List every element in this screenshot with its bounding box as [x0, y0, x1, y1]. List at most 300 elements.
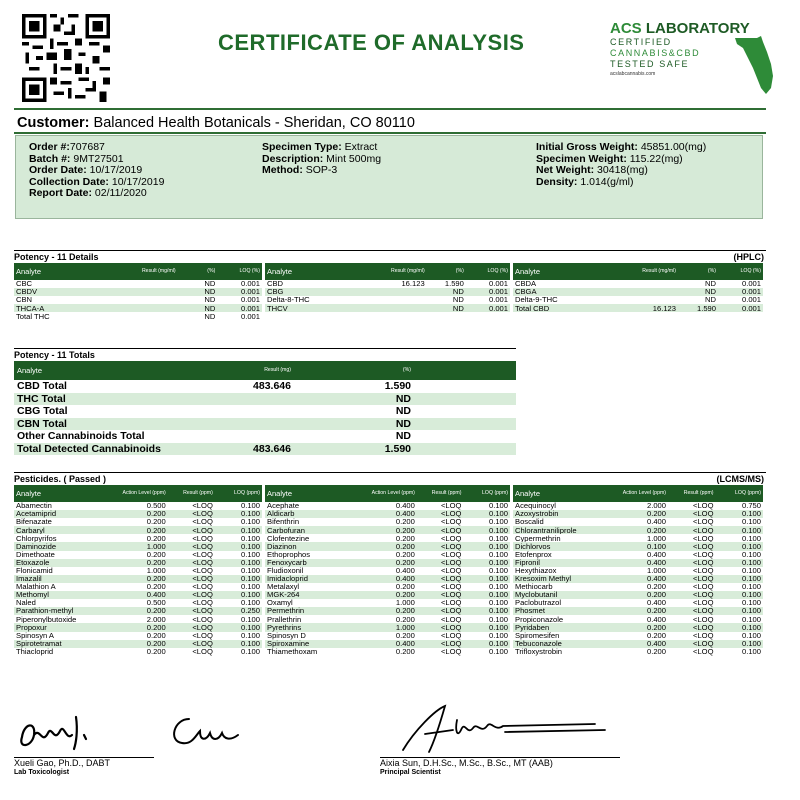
- percent-value: ND: [427, 304, 466, 312]
- specimen-info-col: [262, 142, 381, 177]
- analyte-name: Etofenprox: [513, 551, 613, 559]
- potency-details-col-pct: (%): [178, 263, 218, 280]
- table-row: [265, 280, 510, 288]
- table-row: [265, 510, 510, 518]
- table-row: [513, 591, 763, 599]
- loq-value: 0.100: [215, 551, 262, 559]
- result-value: <LOQ: [168, 575, 215, 583]
- analyte-name: Hexythiazox: [513, 567, 613, 575]
- potency-details-col-pct: (%): [678, 263, 718, 280]
- pesticides-table-3: [513, 485, 763, 656]
- table-row: [14, 510, 262, 518]
- pesticides-col-analyte: Analyte: [14, 485, 113, 502]
- result-value: 16.123: [358, 280, 427, 288]
- net-weight-label: Net Weight:: [536, 164, 595, 177]
- result-value: [108, 288, 177, 296]
- description-label: Description:: [262, 152, 324, 165]
- loq-value: 0.100: [215, 559, 262, 567]
- logo-laboratory-text: LABORATORY: [641, 20, 750, 37]
- loq-value: 0.100: [463, 559, 510, 567]
- table-row: [265, 615, 510, 623]
- action-level-value: 1.000: [113, 542, 168, 550]
- analyte-name: Permethrin: [265, 607, 363, 615]
- percent-value: ND: [427, 288, 466, 296]
- analyte-name: CBN: [14, 296, 108, 304]
- percent-value: 1.590: [294, 443, 414, 456]
- result-value: <LOQ: [168, 559, 215, 567]
- analyte-name: Total THC: [14, 312, 108, 320]
- analyte-name: Prallethrin: [265, 615, 363, 623]
- percent-value: ND: [678, 296, 718, 304]
- potency-details-col-loq: LOQ (%): [466, 263, 510, 280]
- analyte-name: Cypermethrin: [513, 534, 613, 542]
- action-level-value: 0.200: [113, 510, 168, 518]
- result-value: [358, 296, 427, 304]
- loq-value: 0.001: [466, 280, 510, 288]
- pesticides-table-1: [14, 485, 262, 656]
- result-value: <LOQ: [668, 518, 716, 526]
- table-row: [513, 648, 763, 656]
- table-row: [513, 296, 763, 304]
- analyte-name: Fludioxonil: [265, 567, 363, 575]
- loq-value: 0.100: [716, 615, 764, 623]
- table-row: [265, 623, 510, 631]
- table-row: [513, 542, 763, 550]
- report-date-label: Report Date:: [29, 187, 93, 200]
- loq-value: 0.100: [716, 583, 764, 591]
- result-value: <LOQ: [417, 518, 464, 526]
- action-level-value: 0.200: [113, 559, 168, 567]
- loq-value: 0.100: [215, 518, 262, 526]
- table-row: [14, 443, 516, 456]
- logo-acs-text: ACS: [610, 20, 642, 37]
- table-row: [14, 502, 262, 510]
- result-value: <LOQ: [668, 510, 716, 518]
- totals-col-analyte: Analyte: [14, 361, 204, 380]
- loq-value: 0.100: [463, 534, 510, 542]
- result-value: <LOQ: [417, 648, 464, 656]
- table-row: [14, 551, 262, 559]
- analyte-name: Delta-8-THC: [265, 296, 358, 304]
- analyte-name: Etoxazole: [14, 559, 113, 567]
- action-level-value: 0.200: [113, 534, 168, 542]
- potency-details-table-2: [265, 263, 510, 312]
- table-row: [265, 648, 510, 656]
- analyte-name: Spiroxamine: [265, 640, 363, 648]
- result-value: 483.646: [204, 380, 294, 393]
- totals-col-spacer: [414, 361, 516, 380]
- table-row: [513, 607, 763, 615]
- pesticides-col-analyte: Analyte: [513, 485, 613, 502]
- result-value: <LOQ: [668, 640, 716, 648]
- specimen-weight-value: 115.22(mg): [626, 152, 683, 165]
- loq-value: 0.100: [463, 502, 510, 510]
- analyte-name: Flonicamid: [14, 567, 113, 575]
- report-date-value: 02/11/2020: [92, 187, 147, 200]
- analyte-name: Propoxur: [14, 623, 113, 631]
- table-row: [513, 510, 763, 518]
- action-level-value: 0.200: [363, 559, 417, 567]
- action-level-value: 0.400: [613, 518, 668, 526]
- loq-value: 0.100: [716, 567, 764, 575]
- method-value: SOP-3: [302, 164, 338, 177]
- initial-gross-weight-value: 45851.00(mg): [637, 141, 707, 153]
- table-row: [14, 542, 262, 550]
- result-value: <LOQ: [417, 559, 464, 567]
- totals-col-pct: (%): [294, 361, 414, 380]
- loq-value: 0.100: [716, 575, 764, 583]
- result-value: <LOQ: [168, 518, 215, 526]
- action-level-value: 0.500: [113, 599, 168, 607]
- analyte-name: CBN Total: [14, 418, 204, 431]
- action-level-value: 1.000: [113, 567, 168, 575]
- result-value: <LOQ: [168, 599, 215, 607]
- table-row: [14, 632, 262, 640]
- action-level-value: 0.200: [113, 583, 168, 591]
- loq-value: 0.100: [463, 518, 510, 526]
- result-value: <LOQ: [417, 607, 464, 615]
- table-row: [513, 304, 763, 312]
- loq-value: 0.100: [463, 526, 510, 534]
- analyte-name: CBG: [265, 288, 358, 296]
- potency-details-method: (HPLC): [733, 252, 764, 262]
- result-value: <LOQ: [417, 632, 464, 640]
- result-value: <LOQ: [668, 599, 716, 607]
- action-level-value: 0.200: [363, 615, 417, 623]
- result-value: 483.646: [204, 443, 294, 456]
- pesticides-title: Pesticides. ( Passed ): [14, 474, 107, 484]
- potency-totals-header: [14, 348, 516, 361]
- potency-details-table-1: [14, 263, 262, 320]
- result-value: <LOQ: [668, 551, 716, 559]
- loq-value: 0.100: [716, 510, 764, 518]
- analyte-name: THC Total: [14, 393, 204, 406]
- analyte-name: Spiromesifen: [513, 632, 613, 640]
- action-level-value: 0.200: [113, 551, 168, 559]
- table-row: [513, 583, 763, 591]
- loq-value: 0.001: [217, 280, 262, 288]
- pesticides-col-result: Result (ppm): [168, 485, 215, 502]
- table-row: [14, 567, 262, 575]
- pesticides-method: (LCMS/MS): [716, 474, 764, 484]
- loq-value: 0.100: [716, 551, 764, 559]
- result-value: <LOQ: [417, 575, 464, 583]
- potency-details-header: [14, 250, 766, 263]
- loq-value: 0.100: [215, 534, 262, 542]
- table-row: [14, 312, 262, 320]
- result-value: <LOQ: [417, 599, 464, 607]
- loq-value: 0.001: [217, 296, 262, 304]
- action-level-value: 2.000: [613, 502, 668, 510]
- signer-left-role: Lab Toxicologist: [14, 769, 70, 776]
- table-row: [265, 591, 510, 599]
- logo-certified-text: CERTIFIED: [610, 37, 672, 47]
- action-level-value: 0.400: [613, 559, 668, 567]
- analyte-name: Bifenthrin: [265, 518, 363, 526]
- action-level-value: 0.400: [613, 615, 668, 623]
- result-value: [108, 304, 177, 312]
- loq-value: 0.100: [463, 542, 510, 550]
- analyte-name: Delta-9-THC: [513, 296, 608, 304]
- order-info-col: [29, 142, 164, 200]
- analyte-name: Parathion-methyl: [14, 607, 113, 615]
- percent-value: ND: [178, 296, 218, 304]
- loq-value: 0.001: [217, 312, 262, 320]
- action-level-value: 1.000: [613, 534, 668, 542]
- loq-value: 0.100: [716, 526, 764, 534]
- row-spacer: [414, 418, 516, 431]
- table-row: [14, 615, 262, 623]
- action-level-value: 0.200: [363, 534, 417, 542]
- density-label: Density:: [536, 175, 578, 188]
- loq-value: 0.100: [215, 640, 262, 648]
- action-level-value: 0.200: [113, 607, 168, 615]
- result-value: <LOQ: [417, 567, 464, 575]
- analyte-name: Acequinocyl: [513, 502, 613, 510]
- action-level-value: 0.200: [113, 575, 168, 583]
- loq-value: 0.100: [215, 542, 262, 550]
- loq-value: 0.100: [215, 575, 262, 583]
- analyte-name: Naled: [14, 599, 113, 607]
- customer-divider: [14, 132, 766, 134]
- pesticides-header: [14, 472, 766, 485]
- table-row: [265, 607, 510, 615]
- analyte-name: Methiocarb: [513, 583, 613, 591]
- percent-value: ND: [178, 304, 218, 312]
- percent-value: 1.590: [427, 280, 466, 288]
- collection-date-label: Collection Date:: [29, 175, 109, 188]
- action-level-value: 0.200: [113, 648, 168, 656]
- florida-map-icon: [733, 32, 775, 96]
- percent-value: ND: [678, 288, 718, 296]
- description-value: Mint 500mg: [323, 152, 382, 165]
- percent-value: ND: [178, 280, 218, 288]
- page-title: CERTIFICATE OF ANALYSIS: [218, 30, 525, 55]
- percent-value: ND: [294, 393, 414, 406]
- table-row: [513, 640, 763, 648]
- pesticides-table-2: [265, 485, 510, 656]
- loq-value: 0.001: [466, 304, 510, 312]
- row-spacer: [414, 405, 516, 418]
- table-row: [14, 640, 262, 648]
- action-level-value: 0.200: [363, 591, 417, 599]
- result-value: [108, 296, 177, 304]
- table-row: [513, 518, 763, 526]
- analyte-name: Total CBD: [513, 304, 608, 312]
- table-row: [14, 304, 262, 312]
- loq-value: 0.100: [463, 599, 510, 607]
- potency-details-col-result: Result (mg/ml): [608, 263, 678, 280]
- pesticides-col-action: Action Level (ppm): [613, 485, 668, 502]
- loq-value: 0.100: [463, 575, 510, 583]
- table-row: [513, 599, 763, 607]
- result-value: <LOQ: [417, 640, 464, 648]
- analyte-name: Chlorpyrifos: [14, 534, 113, 542]
- table-row: [14, 599, 262, 607]
- potency-totals-table: [14, 361, 516, 455]
- loq-value: 0.001: [466, 288, 510, 296]
- result-value: [204, 393, 294, 406]
- logo-url: acslabcannabis.com: [610, 71, 656, 77]
- table-row: [513, 632, 763, 640]
- loq-value: 0.100: [716, 591, 764, 599]
- result-value: [358, 288, 427, 296]
- table-row: [14, 575, 262, 583]
- loq-value: 0.100: [215, 583, 262, 591]
- table-row: [14, 393, 516, 406]
- percent-value: ND: [294, 418, 414, 431]
- result-value: <LOQ: [668, 648, 716, 656]
- table-row: [513, 567, 763, 575]
- action-level-value: 0.200: [363, 542, 417, 550]
- loq-value: 0.100: [716, 640, 764, 648]
- analyte-name: Pyridaben: [513, 623, 613, 631]
- table-row: [14, 591, 262, 599]
- action-level-value: 0.200: [113, 518, 168, 526]
- loq-value: 0.100: [716, 607, 764, 615]
- net-weight-value: 30418(mg): [594, 164, 648, 177]
- table-row: [14, 430, 516, 443]
- result-value: [108, 312, 177, 320]
- result-value: <LOQ: [417, 583, 464, 591]
- action-level-value: 1.000: [363, 623, 417, 631]
- batch-label: Batch #:: [29, 152, 71, 165]
- loq-value: 0.100: [463, 632, 510, 640]
- analyte-name: Oxamyl: [265, 599, 363, 607]
- signature-aixia-sun: [395, 700, 635, 758]
- logo-tested-text: TESTED SAFE: [610, 59, 690, 69]
- action-level-value: 0.400: [363, 640, 417, 648]
- action-level-value: 0.200: [613, 648, 668, 656]
- specimen-type-value: Extract: [341, 141, 378, 153]
- loq-value: 0.100: [215, 615, 262, 623]
- table-row: [265, 296, 510, 304]
- action-level-value: 0.200: [363, 583, 417, 591]
- analyte-name: Carbofuran: [265, 526, 363, 534]
- table-row: [513, 280, 763, 288]
- table-row: [14, 380, 516, 393]
- loq-value: 0.100: [215, 648, 262, 656]
- result-value: <LOQ: [668, 615, 716, 623]
- potency-details-col-result: Result (mg/ml): [358, 263, 427, 280]
- table-row: [14, 280, 262, 288]
- loq-value: 0.100: [215, 599, 262, 607]
- table-row: [265, 526, 510, 534]
- percent-value: ND: [427, 296, 466, 304]
- table-row: [14, 607, 262, 615]
- table-row: [265, 288, 510, 296]
- result-value: <LOQ: [168, 632, 215, 640]
- order-label: Order #:: [29, 141, 70, 153]
- pesticides-col-action: Action Level (ppm): [113, 485, 168, 502]
- analyte-name: THCA-A: [14, 304, 108, 312]
- table-row: [14, 534, 262, 542]
- result-value: <LOQ: [417, 534, 464, 542]
- table-row: [14, 526, 262, 534]
- loq-value: 0.100: [215, 632, 262, 640]
- action-level-value: 0.200: [113, 640, 168, 648]
- action-level-value: 0.200: [113, 623, 168, 631]
- action-level-value: 0.200: [363, 648, 417, 656]
- analyte-name: Azoxystrobin: [513, 510, 613, 518]
- pesticides-col-result: Result (ppm): [417, 485, 464, 502]
- analyte-name: Abamectin: [14, 502, 113, 510]
- analyte-name: Metalaxyl: [265, 583, 363, 591]
- action-level-value: 0.500: [113, 502, 168, 510]
- analyte-name: Aldicarb: [265, 510, 363, 518]
- result-value: <LOQ: [668, 502, 716, 510]
- result-value: [358, 304, 427, 312]
- result-value: [608, 280, 678, 288]
- action-level-value: 0.200: [363, 518, 417, 526]
- result-value: <LOQ: [168, 607, 215, 615]
- result-value: [608, 288, 678, 296]
- batch-value: 9MT27501: [70, 152, 124, 165]
- table-row: [513, 551, 763, 559]
- potency-details-col-analyte: Analyte: [14, 263, 108, 280]
- totals-col-result: Result (mg): [204, 361, 294, 380]
- table-row: [14, 559, 262, 567]
- result-value: <LOQ: [417, 510, 464, 518]
- pesticides-col-loq: LOQ (ppm): [716, 485, 764, 502]
- analyte-name: Ethoprophos: [265, 551, 363, 559]
- analyte-name: Dichlorvos: [513, 542, 613, 550]
- action-level-value: 0.200: [363, 607, 417, 615]
- table-row: [265, 599, 510, 607]
- loq-value: 0.100: [716, 534, 764, 542]
- action-level-value: 1.000: [613, 567, 668, 575]
- result-value: <LOQ: [668, 526, 716, 534]
- result-value: [608, 296, 678, 304]
- analyte-name: MGK-264: [265, 591, 363, 599]
- table-row: [14, 518, 262, 526]
- table-row: [265, 583, 510, 591]
- result-value: <LOQ: [668, 542, 716, 550]
- potency-details-col-result: Result (mg/ml): [108, 263, 177, 280]
- potency-details-col-analyte: Analyte: [265, 263, 358, 280]
- analyte-name: Acephate: [265, 502, 363, 510]
- analyte-name: Clofentezine: [265, 534, 363, 542]
- result-value: <LOQ: [417, 591, 464, 599]
- potency-details-col-analyte: Analyte: [513, 263, 608, 280]
- action-level-value: 0.400: [613, 640, 668, 648]
- table-row: [513, 559, 763, 567]
- pesticides-col-analyte: Analyte: [265, 485, 363, 502]
- result-value: <LOQ: [668, 567, 716, 575]
- result-value: <LOQ: [168, 648, 215, 656]
- percent-value: 1.590: [294, 380, 414, 393]
- analyte-name: Kresoxim Methyl: [513, 575, 613, 583]
- action-level-value: 0.400: [363, 502, 417, 510]
- analyte-name: Thiacloprid: [14, 648, 113, 656]
- result-value: <LOQ: [168, 542, 215, 550]
- loq-value: 0.001: [217, 288, 262, 296]
- loq-value: 0.100: [463, 567, 510, 575]
- density-value: 1.014(g/ml): [577, 175, 634, 188]
- pesticides-col-loq: LOQ (ppm): [463, 485, 510, 502]
- loq-value: 0.100: [215, 567, 262, 575]
- result-value: [108, 280, 177, 288]
- weight-info-col: [536, 142, 706, 188]
- action-level-value: 0.200: [613, 510, 668, 518]
- loq-value: 0.001: [718, 280, 763, 288]
- table-row: [14, 648, 262, 656]
- result-value: [204, 405, 294, 418]
- loq-value: 0.100: [215, 623, 262, 631]
- row-spacer: [414, 443, 516, 456]
- result-value: <LOQ: [168, 567, 215, 575]
- table-row: [14, 583, 262, 591]
